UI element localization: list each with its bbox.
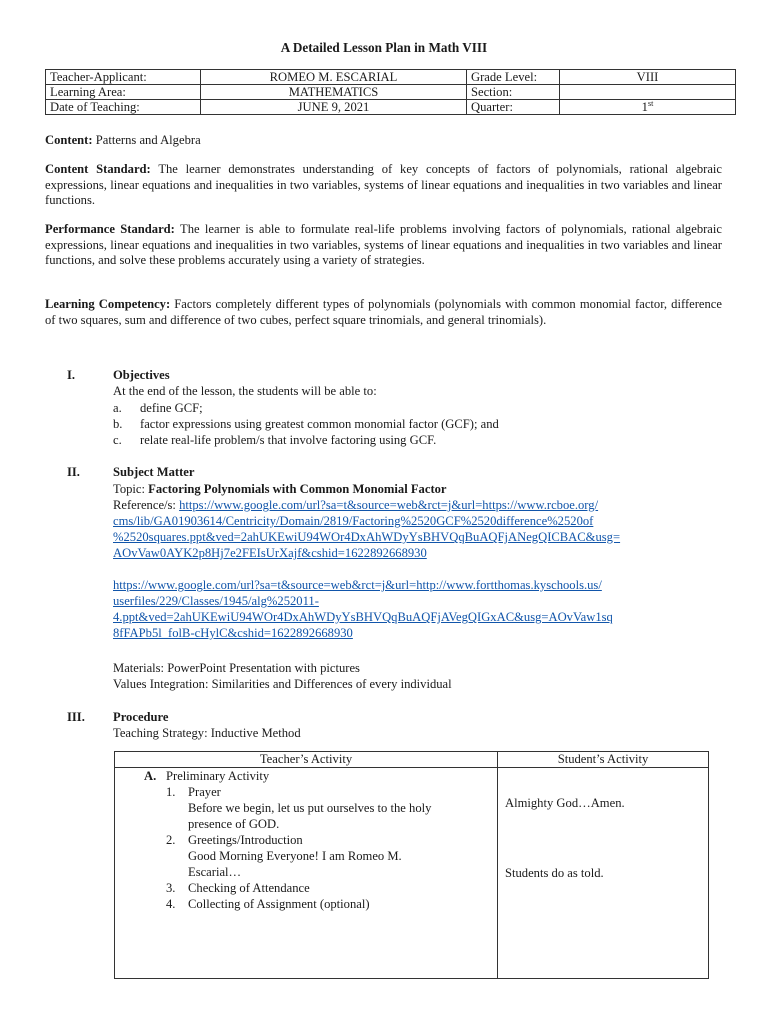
- student-response: Almighty God…Amen.: [505, 796, 625, 810]
- activity-section-title: Preliminary Activity: [166, 769, 270, 783]
- objective-item: [113, 433, 436, 449]
- reference-link-2[interactable]: userfiles/229/Classes/1945/alg%252011-: [113, 594, 319, 608]
- teaching-strategy: Teaching Strategy: Inductive Method: [113, 726, 301, 740]
- objective-text: relate real-life problem/s that involve factoring using GCF.: [140, 433, 437, 447]
- step-title: Collecting of Assignment (optional): [188, 897, 370, 911]
- section-title-subject-matter: Subject Matter: [113, 465, 195, 479]
- learning-competency: [45, 297, 722, 328]
- content-standard-text: The learner demonstrates understanding of key concepts of factors of polynomials, rational algebraic expressions, linear equations and inequalities in two variables, systems of linear equations and inequalities in two variables and linear functions.: [45, 162, 722, 208]
- info-value: [560, 85, 736, 100]
- objective-marker: b.: [113, 417, 123, 431]
- info-row: [46, 70, 736, 85]
- quarter-suffix: st: [647, 99, 654, 108]
- content-line: [45, 133, 722, 149]
- info-label: Teacher-Applicant:: [46, 70, 201, 85]
- step-number: 2.: [166, 833, 176, 847]
- student-activity-header: Student’s Activity: [498, 752, 709, 768]
- info-value-quarter: [560, 100, 736, 115]
- topic-line: [113, 482, 447, 498]
- reference-link-2[interactable]: 4.ppt&ved=2ahUKEwiU94WOr4DxAhWDyYsBHVQqBuAQFjAVegQIGxAC&usg=AOvVaw1sq: [113, 610, 613, 624]
- section-number-procedure: III.: [67, 710, 85, 724]
- reference-link-1[interactable]: cms/lib/GA01903614/Centricity/Domain/2819/Factoring%2520GCF%2520difference%2520of: [113, 514, 594, 528]
- info-label: Grade Level:: [467, 70, 560, 85]
- topic-text: Factoring Polynomials with Common Monomial Factor: [148, 482, 447, 496]
- objectives-intro: At the end of the lesson, the students will be able to:: [113, 384, 377, 398]
- student-activity-cell: [498, 768, 709, 979]
- greeting-text: Escarial…: [188, 865, 242, 879]
- procedure-table: [114, 751, 709, 979]
- procedure-row: [115, 768, 709, 979]
- content-label: Content:: [45, 133, 93, 147]
- section-title-objectives: Objectives: [113, 368, 170, 382]
- topic-label: Topic:: [113, 482, 145, 496]
- prayer-text: presence of GOD.: [188, 817, 280, 831]
- content-text: Patterns and Algebra: [95, 133, 201, 147]
- student-response: Students do as told.: [505, 866, 604, 880]
- teacher-activity-header: Teacher’s Activity: [115, 752, 498, 768]
- step-title: Checking of Attendance: [188, 881, 310, 895]
- values-line: Values Integration: Similarities and Differences of every individual: [113, 677, 452, 691]
- reference-label: Reference/s:: [113, 498, 176, 512]
- reference-line: [113, 498, 598, 514]
- info-table: [45, 69, 736, 115]
- objective-text: factor expressions using greatest common monomial factor (GCF); and: [140, 417, 499, 431]
- content-standard: [45, 162, 722, 209]
- reference-link-2[interactable]: 8fFAPb5l_folB-cHylC&cshid=1622892668930: [113, 626, 353, 640]
- performance-standard-label: Performance Standard:: [45, 222, 175, 236]
- performance-standard-text: The learner is able to formulate real-life problems involving factors of polynomials, rational algebraic expressions, linear equations and inequalities in two variables, systems of linear equations and inequalities in two variables and linear functions, and solve these problems accurately using a variety of strategies.: [45, 222, 722, 268]
- info-label: Learning Area:: [46, 85, 201, 100]
- activity-section-letter: A.: [144, 769, 157, 783]
- content-standard-label: Content Standard:: [45, 162, 151, 176]
- reference-link-1[interactable]: AOvVaw0AYK2p8Hj7e2FEIsUrXajf&cshid=1622892668930: [113, 546, 427, 560]
- section-number-objectives: I.: [67, 368, 76, 382]
- section-number-subject-matter: II.: [67, 465, 80, 479]
- objective-item: [113, 417, 499, 433]
- objective-marker: a.: [113, 401, 122, 415]
- info-value: MATHEMATICS: [201, 85, 467, 100]
- procedure-header-row: [115, 752, 709, 768]
- reference-link-2[interactable]: https://www.google.com/url?sa=t&source=web&rct=j&url=http://www.fortthomas.kyschools.us/: [113, 578, 602, 592]
- info-value: ROMEO M. ESCARIAL: [201, 70, 467, 85]
- section-title-procedure: Procedure: [113, 710, 169, 724]
- prayer-text: Before we begin, let us put ourselves to the holy: [188, 801, 432, 815]
- learning-competency-label: Learning Competency:: [45, 297, 171, 311]
- page-title: A Detailed Lesson Plan in Math VIII: [280, 40, 488, 55]
- objective-item: [113, 401, 203, 417]
- info-value: VIII: [560, 70, 736, 85]
- info-row: [46, 100, 736, 115]
- info-label: Quarter:: [467, 100, 560, 115]
- step-title: Prayer: [188, 785, 221, 799]
- reference-link-1[interactable]: https://www.google.com/url?sa=t&source=web&rct=j&url=https://www.rcboe.org/: [179, 498, 599, 512]
- greeting-text: Good Morning Everyone! I am Romeo M.: [188, 849, 402, 863]
- step-number: 4.: [166, 897, 176, 911]
- performance-standard: [45, 222, 722, 269]
- teacher-activity-cell: [115, 768, 498, 979]
- quarter-number: 1: [641, 100, 648, 114]
- step-title: Greetings/Introduction: [188, 833, 303, 847]
- info-label: Date of Teaching:: [46, 100, 201, 115]
- objective-text: define GCF;: [140, 401, 203, 415]
- materials-line: Materials: PowerPoint Presentation with pictures: [113, 661, 360, 675]
- info-value: JUNE 9, 2021: [201, 100, 467, 115]
- info-row: [46, 85, 736, 100]
- objective-marker: c.: [113, 433, 122, 447]
- step-number: 3.: [166, 881, 176, 895]
- step-number: 1.: [166, 785, 176, 799]
- info-label: Section:: [467, 85, 560, 100]
- learning-competency-text: Factors completely different types of polynomials (polynomials with common monomial factor, difference of two squares, sum and difference of two cubes, perfect square trinomials, and general trinomials).: [45, 297, 722, 327]
- reference-link-1[interactable]: %2520squares.ppt&ved=2ahUKEwiU94WOr4DxAhWDyYsBHVQqBuAQFjANegQICBAC&usg=: [113, 530, 621, 544]
